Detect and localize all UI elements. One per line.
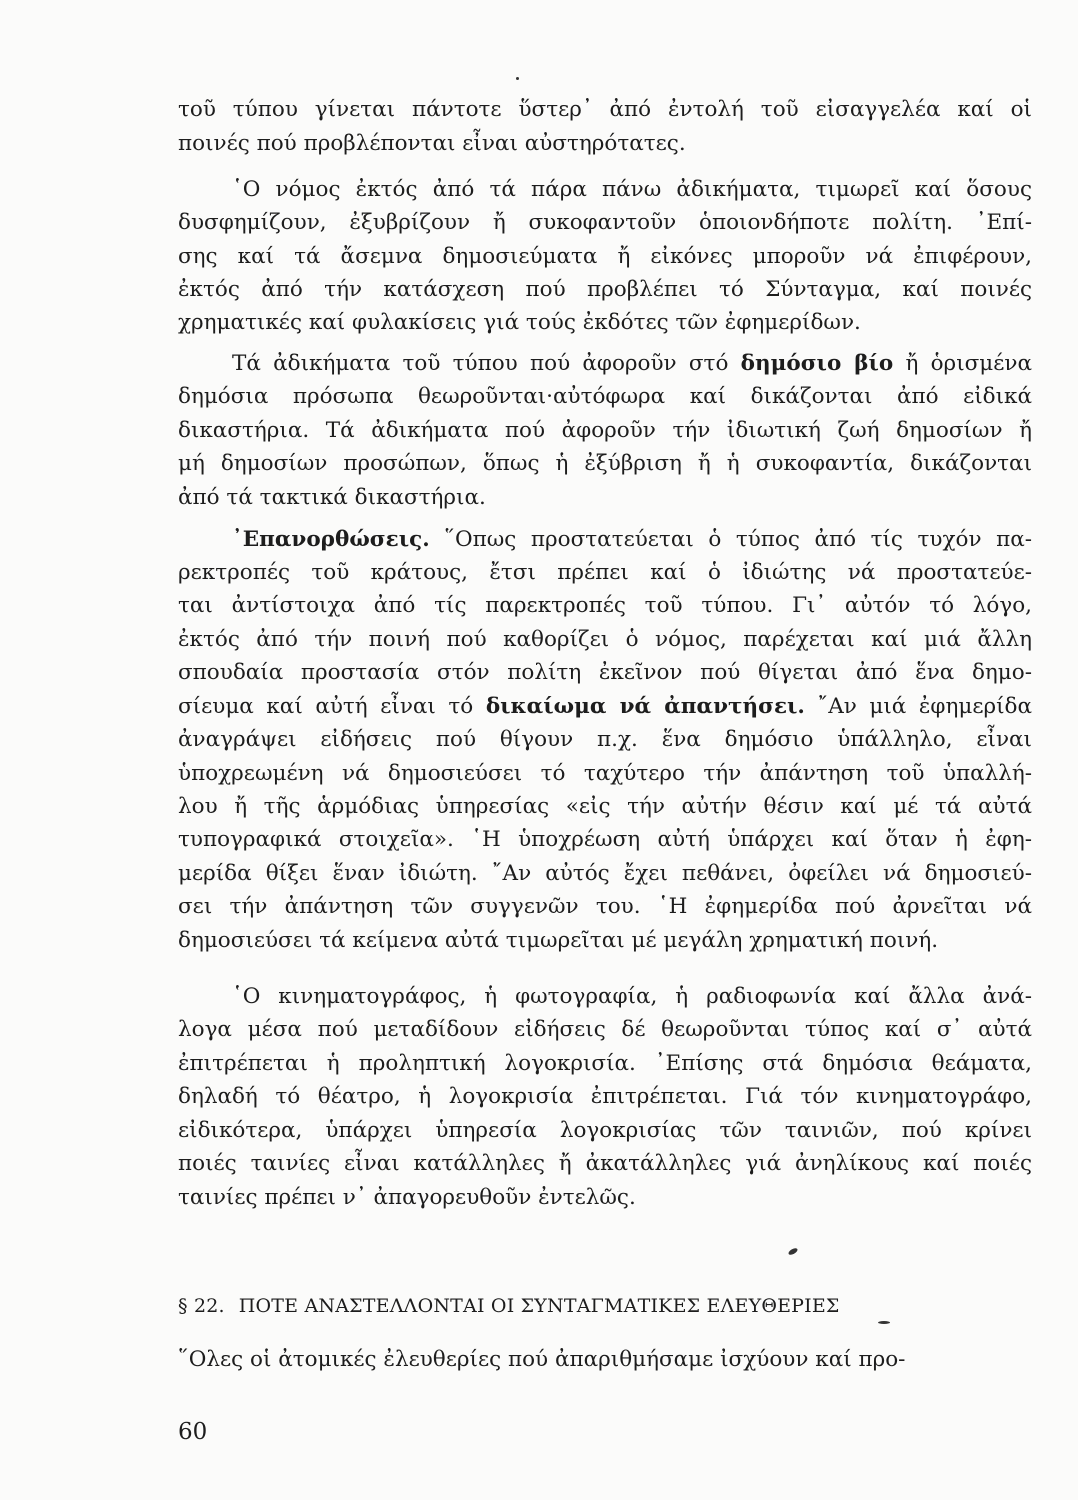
text-line [178,130,1032,158]
text-line [178,243,1032,271]
text-line [178,860,1032,888]
bold-term: δικαίωμα νά ἀπαντήσει. [485,694,805,719]
text-run: σίευμα καί αὐτή εἶναι τό [178,694,486,719]
text-line [178,1050,1032,1078]
text-line [178,793,1032,821]
text-run: ταινίες πρέπει ν᾽ ἀπαγορευθοῦν ἐντελῶς. [178,1185,636,1210]
text-run: ἀπό τά τακτικά δικαστήρια. [178,485,486,510]
text-run: εἰδικότερα, ὑπάρχει ὑπηρεσία λογοκρισίας τῶν ταινιῶν, πού κρίνει [178,1118,1032,1143]
text-line [232,526,1032,554]
text-run: ῎Αν μιά ἐφημερίδα [804,694,1032,719]
text-run: σπουδαία προστασία στόν πολίτη ἐκεῖνον πού θίγεται ἀπό ἕνα δημο- [178,660,1032,685]
text-line [232,350,1032,378]
section-title: ΠΟΤΕ ΑΝΑΣΤΕΛΛΟΝΤΑΙ ΟΙ ΣΥΝΤΑΓΜΑΤΙΚΕΣ ΕΛΕΥΘΕΡΙΕΣ [238,1295,840,1317]
text-run: ὑποχρεωμένη νά δημοσιεύσει τό ταχύτερο τήν ἀπάντηση τοῦ ὑπαλλή- [178,761,1032,786]
text-line [178,1016,1032,1044]
text-run: σει τήν ἀπάντηση τῶν συγγενῶν του. ῾Η ἐφημερίδα πού ἀρνεῖται νά [178,894,1032,919]
text-line [232,983,1032,1011]
text-run: δημόσια πρόσωπα θεωροῦνται·αὐτόφωρα καί δικάζονται ἀπό εἰδικά [178,384,1032,409]
section-first-line: ῞Ολες οἱ ἀτομικές ἐλευθερίες πού ἀπαριθμήσαμε ἰσχύουν καί προ- [178,1347,906,1372]
text-run: ποινές πού προβλέπονται εἶναι αὐστηρότατες. [178,131,686,156]
text-line [178,484,1032,512]
text-run: ἐκτός ἀπό τήν κατάσχεση πού προβλέπει τό Σύνταγμα, καί ποινές [178,277,1032,302]
text-run: λου ἤ τῆς ἁρμόδιας ὑπηρεσίας «εἰς τήν αὐτήν θέσιν καί μέ τά αὐτά [178,794,1032,819]
text-line [178,559,1032,587]
text-run: σης καί τά ἄσεμνα δημοσιεύματα ἤ εἰκόνες μποροῦν νά ἐπιφέρουν, [178,244,1032,269]
section-heading [178,1293,840,1319]
text-line [178,1184,1032,1212]
text-run: λογα μέσα πού μεταδίδουν εἰδήσεις δέ θεωροῦνται τύπος καί σ᾽ αὐτά [178,1017,1032,1042]
text-run: τυπογραφικά στοιχεῖα». ῾Η ὑποχρέωση αὐτή ὑπάρχει καί ὅταν ἡ ἐφη- [178,827,1032,852]
text-line [178,693,1032,721]
text-run: ρεκτροπές τοῦ κράτους, ἔτσι πρέπει καί ὁ ἰδιώτης νά προστατεύε- [178,560,1032,585]
bold-term: ᾽Επανορθώσεις. [232,527,430,552]
text-run: μή δημοσίων προσώπων, ὅπως ἡ ἐξύβριση ἤ ἡ συκοφαντία, δικάζονται [178,451,1032,476]
text-line [178,276,1032,304]
text-run: δυσφημίζουν, ἐξυβρίζουν ἤ συκοφαντοῦν ὁποιονδήποτε πολίτη. ᾽Επί- [178,210,1032,235]
text-run: δικαστήρια. Τά ἀδικήματα πού ἀφοροῦν τήν ἰδιωτική ζωή δημοσίων ἤ [178,418,1032,443]
text-line [178,826,1032,854]
text-run: ται ἀντίστοιχα ἀπό τίς παρεκτροπές τοῦ τύπου. Γι᾽ αὐτόν τό λόγο, [178,593,1032,618]
text-line [178,209,1032,237]
text-line [178,96,1032,124]
text-run: χρηματικές καί φυλακίσεις γιά τούς ἐκδότες τῶν ἐφημερίδων. [178,310,861,335]
text-line [178,726,1032,754]
ink-speck [516,77,519,80]
text-line [178,383,1032,411]
text-line [178,927,1032,955]
text-line [178,450,1032,478]
text-run: ῞Οπως προστατεύεται ὁ τύπος ἀπό τίς τυχόν πα- [429,527,1032,552]
ink-speck [787,1247,798,1256]
text-line [178,659,1032,687]
text-line [178,626,1032,654]
page-number: 60 [178,1419,208,1445]
text-run: ῾Ο νόμος ἐκτός ἀπό τά πάρα πάνω ἀδικήματα, τιμωρεῖ καί ὅσους [232,177,1032,202]
text-run: ἐπιτρέπεται ἡ προληπτική λογοκρισία. ᾽Επίσης στά δημόσια θεάματα, [178,1051,1032,1076]
text-run: μερίδα θίξει ἕναν ἰδιώτη. ῎Αν αὐτός ἔχει πεθάνει, ὀφείλει νά δημοσιεύ- [178,861,1032,886]
text-line [178,309,1032,337]
text-run: ἀναγράψει εἰδήσεις πού θίγουν π.χ. ἕνα δημόσιο ὑπάλληλο, εἶναι [178,727,1032,752]
text-run: τοῦ τύπου γίνεται πάντοτε ὕστερ᾽ ἀπό ἐντολή τοῦ εἰσαγγελέα καί οἱ [178,97,1032,122]
text-run: δημοσιεύσει τά κείμενα αὐτά τιμωρεῖται μέ μεγάλη χρηματική ποινή. [178,928,939,953]
text-run: ἤ ὁρισμένα [893,351,1033,376]
section-number: § 22. [178,1295,225,1317]
text-line [178,1150,1032,1178]
text-line [178,760,1032,788]
text-run: ἐκτός ἀπό τήν ποινή πού καθορίζει ὁ νόμος, παρέχεται καί μιά ἄλλη [178,627,1032,652]
text-run: δηλαδή τό θέατρο, ἡ λογοκρισία ἐπιτρέπεται. Γιά τόν κινηματογράφο, [178,1084,1032,1109]
text-line [178,592,1032,620]
text-run: ῾Ο κινηματογράφος, ἡ φωτογραφία, ἡ ραδιοφωνία καί ἄλλα ἀνά- [232,984,1032,1009]
text-run: Τά ἀδικήματα τοῦ τύπου πού ἀφοροῦν στό [232,351,741,376]
text-line [178,1117,1032,1145]
text-line [232,176,1032,204]
bold-term: δημόσιο βίο [740,351,894,376]
text-run: ποιές ταινίες εἶναι κατάλληλες ἤ ἀκατάλληλες γιά ἀνηλίκους καί ποιές [178,1151,1032,1176]
text-line [178,417,1032,445]
text-line [178,1083,1032,1111]
text-line [178,893,1032,921]
ink-speck [878,1321,890,1324]
